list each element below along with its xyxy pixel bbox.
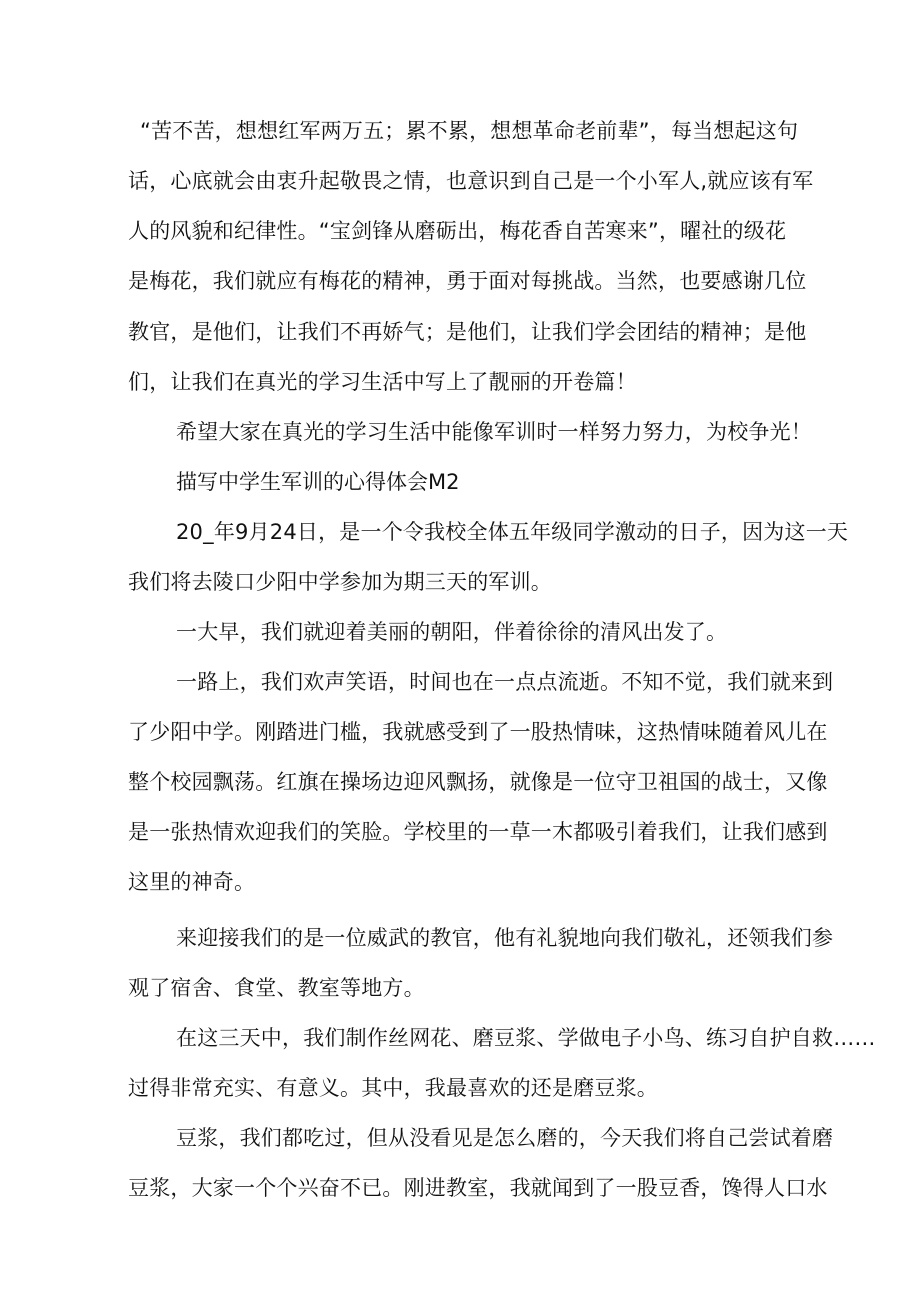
text-line: 整个校园飘荡。红旗在操场边迎风飘扬，就像是一位守卫祖国的战士，又像	[128, 770, 828, 794]
text-line: 希望大家在真光的学习生活中能像军训时一样努力努力，为校争光！	[176, 420, 812, 444]
text-line: “苦不苦，想想红军两万五；累不累，想想革命老前辈”，每当想起这句	[140, 119, 799, 143]
text-line: 是梅花，我们就应有梅花的精神，勇于面对每挑战。当然，也要感谢几位	[128, 269, 807, 293]
section-title: 描写中学生军训的心得体会M2	[176, 470, 460, 494]
text-line: 教官，是他们，让我们不再娇气；是他们，让我们学会团结的精神；是他	[128, 320, 807, 344]
text-line: 过得非常充实、有意义。其中，我最喜欢的还是磨豆浆。	[128, 1076, 658, 1100]
text-line: 豆浆，我们都吃过，但从没看见是怎么磨的，今天我们将自己尝试着磨	[176, 1126, 834, 1150]
text-line: 来迎接我们的是一位威武的教官，他有礼貌地向我们敬礼，还领我们参	[176, 926, 834, 950]
text-line: 在这三天中，我们制作丝网花、磨豆浆、学做电子小鸟、练习自护自救……	[176, 1026, 876, 1050]
text-line: 话，心底就会由衷升起敬畏之情，也意识到自己是一个小军人,就应该有军	[128, 169, 814, 193]
text-line: 人的风貌和纪律性。“宝剑锋从磨砺出，梅花香自苦寒来”，曜社的级花	[128, 219, 787, 243]
text-line: 豆浆，大家一个个兴奋不已。刚进教室，我就闻到了一股豆香，馋得人口水	[128, 1176, 828, 1200]
text-line: 一大早，我们就迎着美丽的朝阳，伴着徐徐的清风出发了。	[176, 620, 728, 644]
text-line: 这里的神奇。	[128, 870, 256, 894]
text-line: 一路上，我们欢声笑语，时间也在一点点流逝。不知不觉，我们就来到	[176, 670, 834, 694]
text-line: 观了宿舍、食堂、教室等地方。	[128, 976, 425, 1000]
text-line: 是一张热情欢迎我们的笑脸。学校里的一草一木都吸引着我们，让我们感到	[128, 820, 828, 844]
text-line: 们，让我们在真光的学习生活中写上了靓丽的开卷篇！	[128, 370, 637, 394]
text-line: 了少阳中学。刚踏进门槛，我就感受到了一股热情味，这热情味随着风儿在	[128, 720, 828, 744]
text-line: 我们将去陵口少阳中学参加为期三天的军训。	[128, 570, 552, 594]
text-line: 20_年9月24日，是一个令我校全体五年级同学激动的日子，因为这一天	[176, 520, 849, 544]
